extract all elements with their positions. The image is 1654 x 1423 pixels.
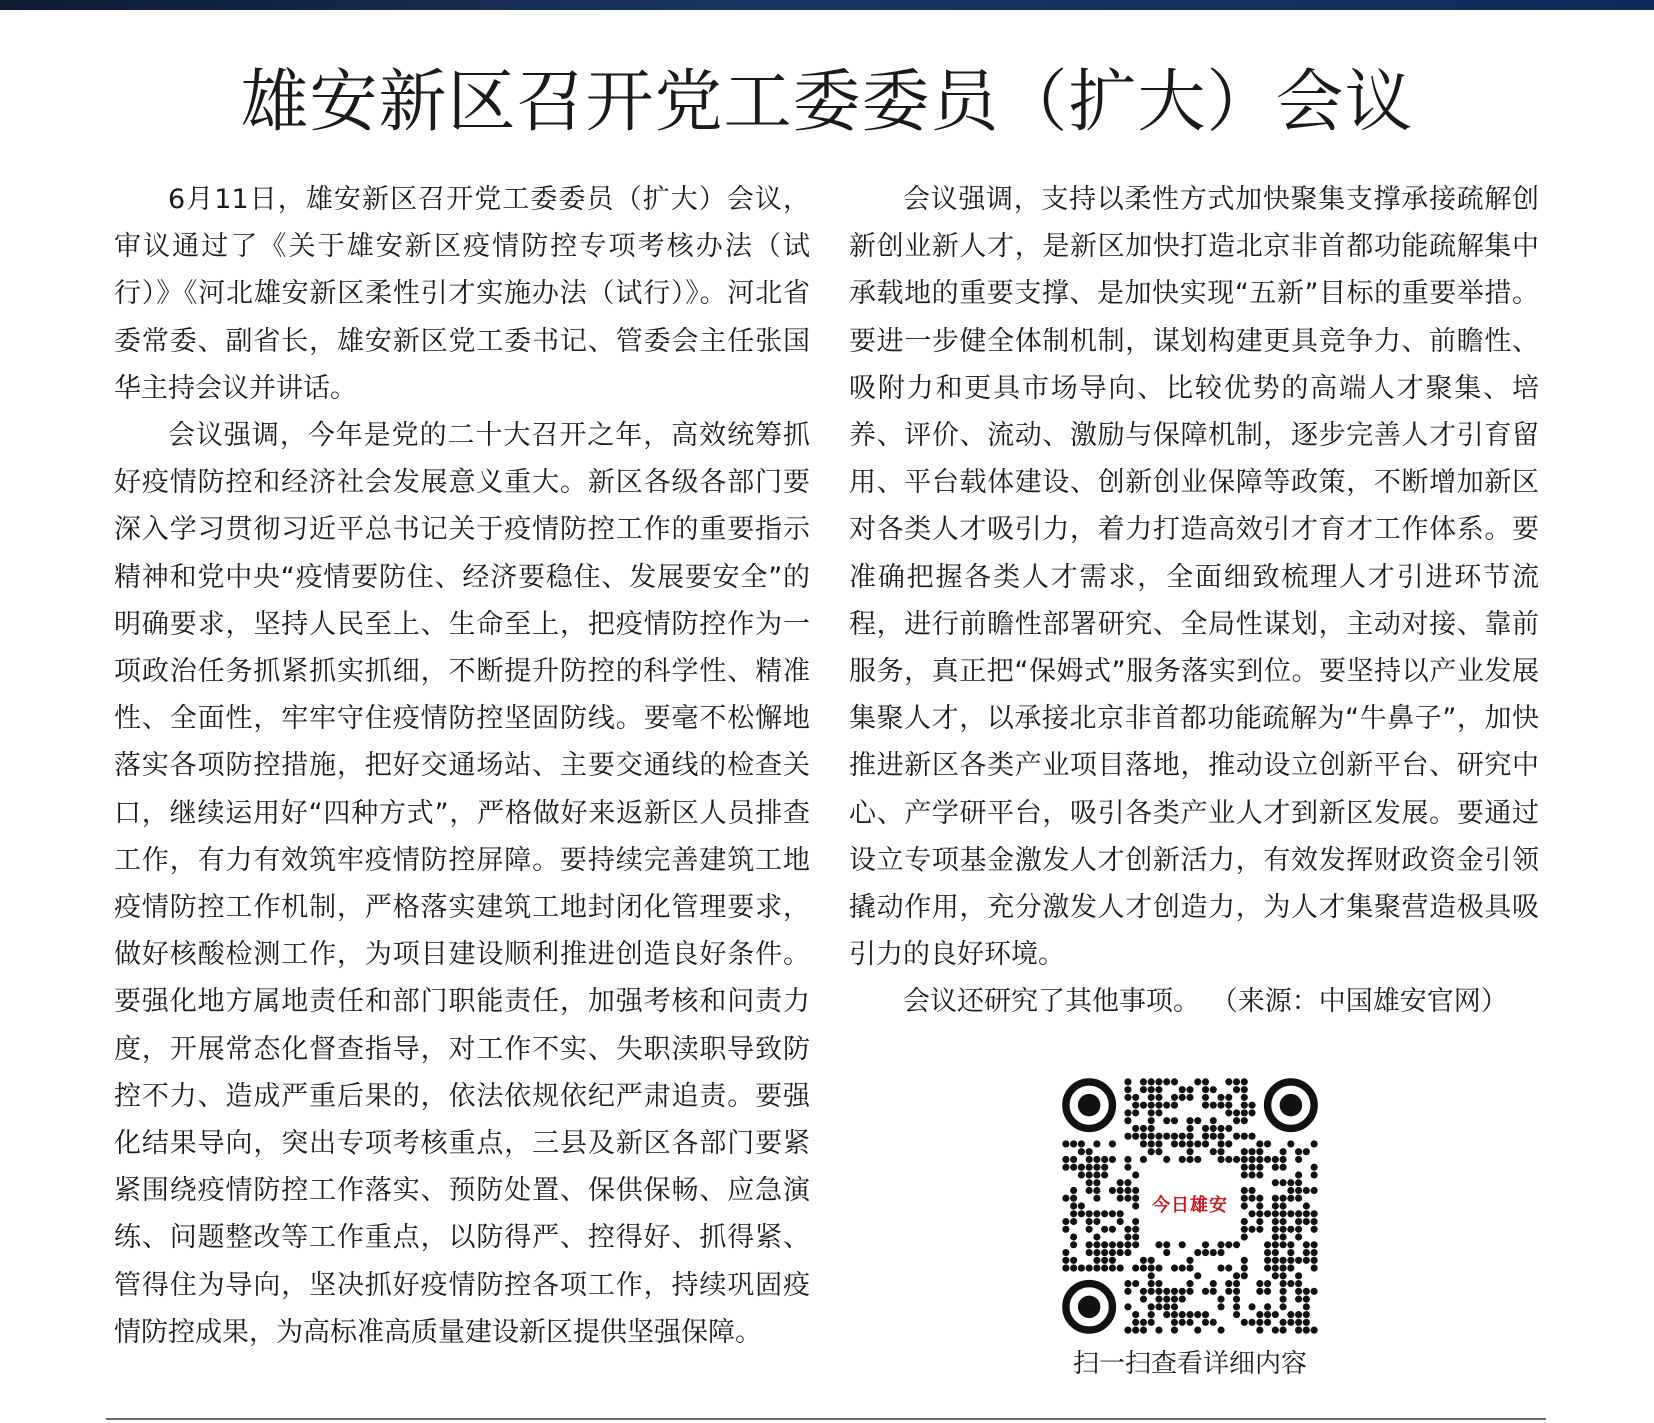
qr-finder-dot <box>1078 1296 1100 1318</box>
paragraph-talent-policy: 会议强调，支持以柔性方式加快聚集支撑承接疏解创新创业新人才，是新区加快打造北京非首都功能疏解集中承载地的重要支撑、是加快实现“五新”目标的重要举措。要进一步健全体制机制，谋划构建更具竞争力、前瞻性、吸附力和更具市场导向、比较优势的高端人才聚集、培养、评价、流动、激励与保障机制，逐步完善人才引育留用、平台载体建设、创新创业保障等政策，不断增加新区对各类人才吸引力，着力打造高效引才育才工作体系。要准确把握各类人才需求，全面细致梳理人才引进环节流程，进行前瞻性部署研究、全局性谋划，主动对接、靠前服务，真正把“保姆式”服务落实到位。要坚持以产业发展集聚人才，以承接北京非首都功能疏解为“牛鼻子”，加快推进新区各类产业项目落地，推动设立创新平台、研究中心、产学研平台，吸引各类产业人才到新区发展。要通过设立专项基金激发人才创新活力，有效发挥财政资金引领撬动作用，充分激发人才创造力，为人才集聚营造极具吸引力的良好环境。 <box>849 184 1539 971</box>
qr-logo-badge: 今日雄安 <box>1144 1174 1236 1234</box>
article-source: （来源：中国雄安官网） <box>1224 986 1508 1018</box>
qr-caption: 扫一扫查看详细内容 <box>1072 1349 1307 1379</box>
top-accent-bar <box>0 0 1654 10</box>
qr-finder-dot <box>1078 1094 1100 1116</box>
other-matters-text: 会议还研究了其他事项。 <box>903 986 1200 1018</box>
qr-finder-dot <box>1280 1094 1302 1116</box>
bottom-divider <box>106 1418 1546 1420</box>
qr-code[interactable] <box>1062 1078 1318 1334</box>
paragraph-other-matters <box>849 978 1539 1025</box>
article-right-column <box>849 176 1539 1026</box>
article-left-column <box>114 176 810 1356</box>
paragraph-epidemic-control: 会议强调，今年是党的二十大召开之年，高效统筹抓好疫情防控和经济社会发展意义重大。新区各级各部门要深入学习贯彻习近平总书记关于疫情防控工作的重要指示精神和党中央“疫情要防住、经济要稳住、发展要安全”的明确要求，坚持人民至上、生命至上，把疫情防控作为一项政治任务抓紧抓实抓细，不断提升防控的科学性、精准性、全面性，牢牢守住疫情防控坚固防线。要毫不松懈地落实各项防控措施，把好交通场站、主要交通线的检查关口，继续运用好“四种方式”，严格做好来返新区人员排查工作，有力有效筑牢疫情防控屏障。要持续完善建筑工地疫情防控工作机制，严格落实建筑工地封闭化管理要求，做好核酸检测工作，为项目建设顺利推进创造良好条件。要强化地方属地责任和部门职能责任，加强考核和问责力度，开展常态化督查指导，对工作不实、失职渎职导致防控不力、造成严重后果的，依法依规依纪严肃追责。要强化结果导向，突出专项考核重点，三县及新区各部门要紧紧围绕疫情防控工作落实、预防处置、保供保畅、应急演练、问题整改等工作重点，以防得严、控得好、抓得紧、管得住为导向，坚决抓好疫情防控各项工作，持续巩固疫情防控成果，为高标准高质量建设新区提供坚强保障。 <box>114 420 810 1348</box>
article-title: 雄安新区召开党工委委员（扩大）会议 <box>240 63 1414 142</box>
paragraph-meeting-intro: 6月11日，雄安新区召开党工委委员（扩大）会议，审议通过了《关于雄安新区疫情防控专项考核办法（试行）》《河北雄安新区柔性引才实施办法（试行）》。河北省委常委、副省长，雄安新区党工委书记、管委会主任张国华主持会议并讲话。 <box>114 184 810 404</box>
